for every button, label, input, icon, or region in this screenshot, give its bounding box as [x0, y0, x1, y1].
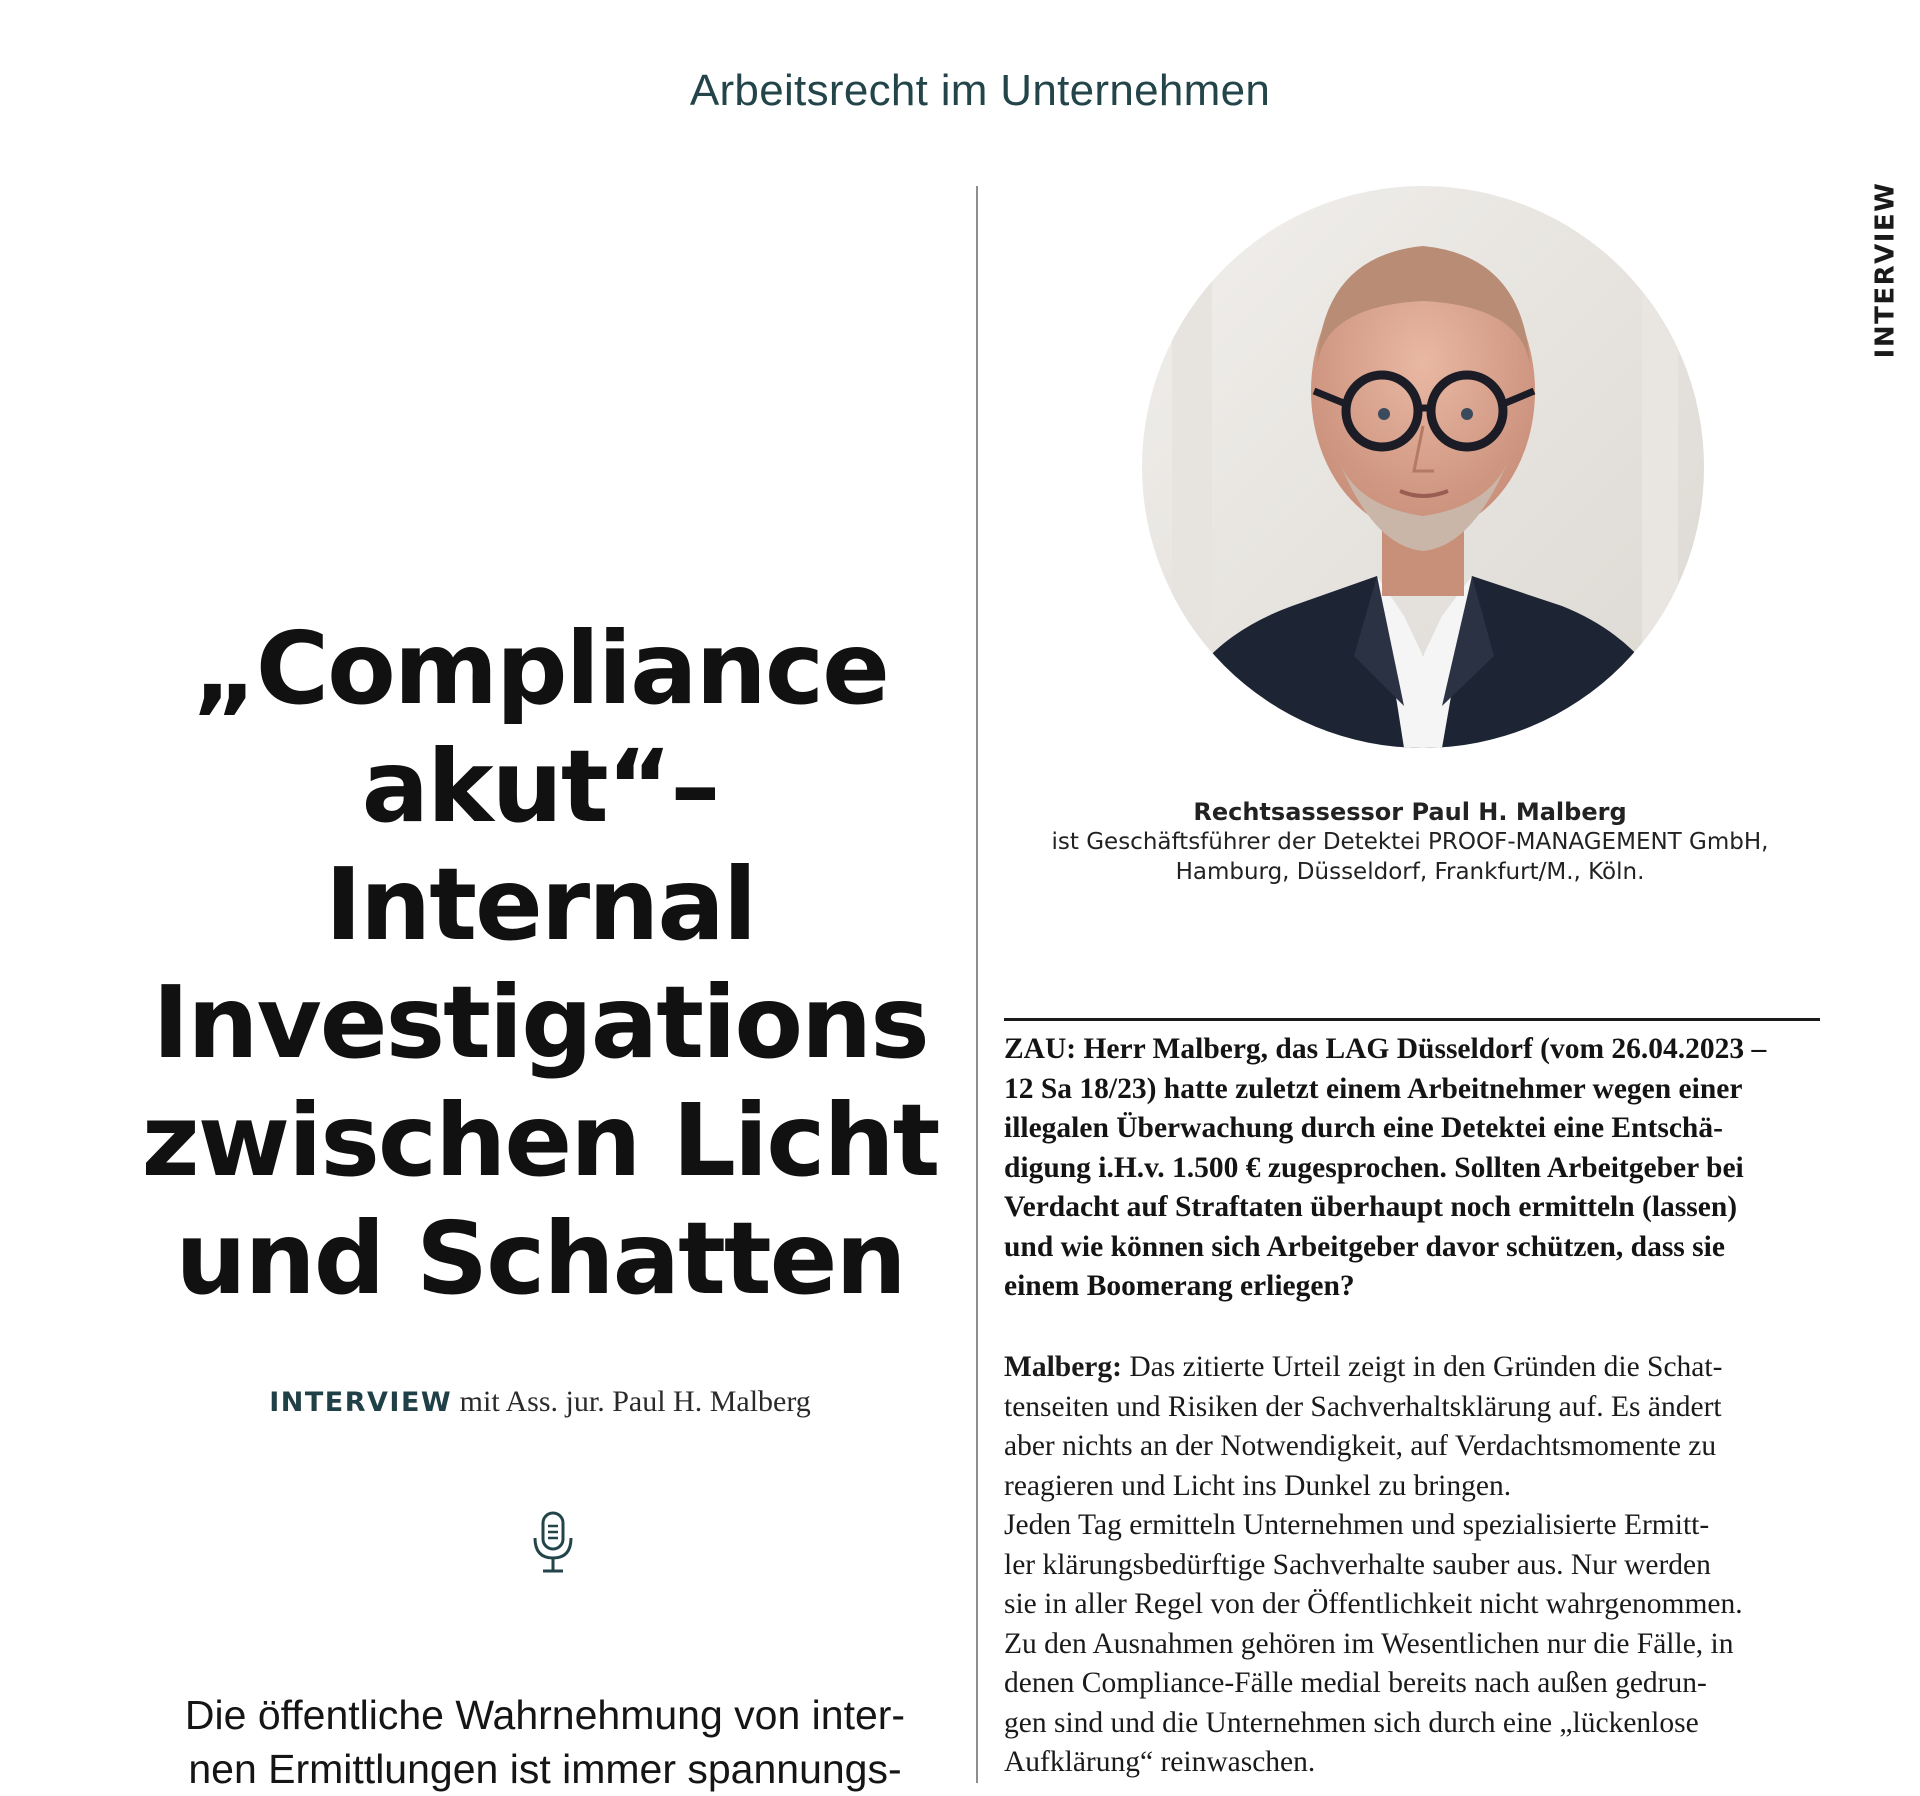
answer-line: [1004, 1348, 1834, 1388]
answer-line: Aufklärung“ reinwaschen.: [1004, 1746, 1316, 1778]
answer-speaker: Malberg:: [1004, 1351, 1122, 1383]
side-tab-interview: [1868, 181, 1902, 359]
lead-paragraph: [140, 1688, 950, 1796]
answer-line: reagieren und Licht ins Dunkel zu bringen.: [1004, 1469, 1512, 1502]
byline-tag: INTERVIEW: [269, 1387, 453, 1418]
headline-line: akut“–: [361, 728, 719, 845]
answer-line: Zu den Ausnahmen gehören im Wesentlichen nur die Fälle, in: [1004, 1627, 1734, 1660]
column-divider: [976, 186, 978, 1783]
portrait-photo: [1142, 186, 1704, 748]
headline-line: und Schatten: [175, 1200, 905, 1317]
question-line: Verdacht auf Straftaten überhaupt noch ermitteln (lassen): [1004, 1191, 1738, 1223]
caption-line: ist Geschäftsführer der Detektei PROOF-MANAGEMENT GmbH,: [1051, 829, 1769, 855]
headline-line: Internal: [324, 846, 756, 963]
answer-line: aber nichts an der Notwendigkeit, auf Verdachtsmomente zu: [1004, 1430, 1717, 1462]
interview-question: [1004, 1030, 1834, 1307]
answer-line: Jeden Tag ermitteln Unternehmen und spezialisierte Ermitt-: [1004, 1509, 1710, 1541]
headline-line: Investigations: [152, 964, 928, 1081]
question-line: digung i.H.v. 1.500 € zugesprochen. Sollten Arbeitgeber bei: [1004, 1151, 1744, 1184]
portrait-caption: [990, 797, 1830, 887]
question-line: illegalen Überwachung durch eine Detektei eine Entschä-: [1004, 1112, 1723, 1144]
answer-text: Das zitierte Urteil zeigt in den Gründen die Schat-: [1121, 1351, 1723, 1383]
question-rule: [1004, 1018, 1820, 1021]
answer-line: sie in aller Regel von der Öffentlichkeit nicht wahrgenommen.: [1004, 1588, 1743, 1620]
question-line: ZAU: Herr Malberg, das LAG Düsseldorf (vom 26.04.2023 –: [1004, 1033, 1767, 1065]
byline: [140, 1385, 940, 1419]
headline-line: zwischen Licht: [141, 1082, 939, 1199]
question-line: und wie können sich Arbeitgeber davor schützen, dass sie: [1004, 1230, 1725, 1263]
caption-line: Hamburg, Düsseldorf, Frankfurt/M., Köln.: [1175, 859, 1645, 885]
answer-line: ler klärungsbedürftige Sachverhalte sauber aus. Nur werden: [1004, 1548, 1711, 1581]
question-line: einem Boomerang erliegen?: [1004, 1270, 1355, 1302]
section-title: Arbeitsrecht im Unternehmen: [689, 66, 1271, 115]
byline-text: mit Ass. jur. Paul H. Malberg: [452, 1385, 811, 1418]
interview-answer: [1004, 1348, 1834, 1783]
answer-line: denen Compliance-Fälle medial bereits nach außen gedrun-: [1004, 1667, 1707, 1699]
lead-line: Die öffentliche Wahrnehmung von inter-: [184, 1692, 906, 1738]
answer-line: tenseiten und Risiken der Sachverhaltsklärung auf. Es ändert: [1004, 1390, 1722, 1423]
side-tab-label: INTERVIEW: [1870, 181, 1900, 359]
question-line: 12 Sa 18/23) hatte zuletzt einem Arbeitnehmer wegen einer: [1004, 1072, 1743, 1105]
answer-line: gen sind und die Unternehmen sich durch eine „lückenlose: [1004, 1706, 1699, 1739]
lead-line: nen Ermittlungen ist immer spannungs-: [188, 1746, 902, 1792]
microphone-icon: [530, 1510, 576, 1576]
headline-line: „Compliance: [192, 610, 888, 727]
article-headline: [140, 610, 940, 1318]
caption-name: Rechtsassessor Paul H. Malberg: [1193, 798, 1627, 826]
